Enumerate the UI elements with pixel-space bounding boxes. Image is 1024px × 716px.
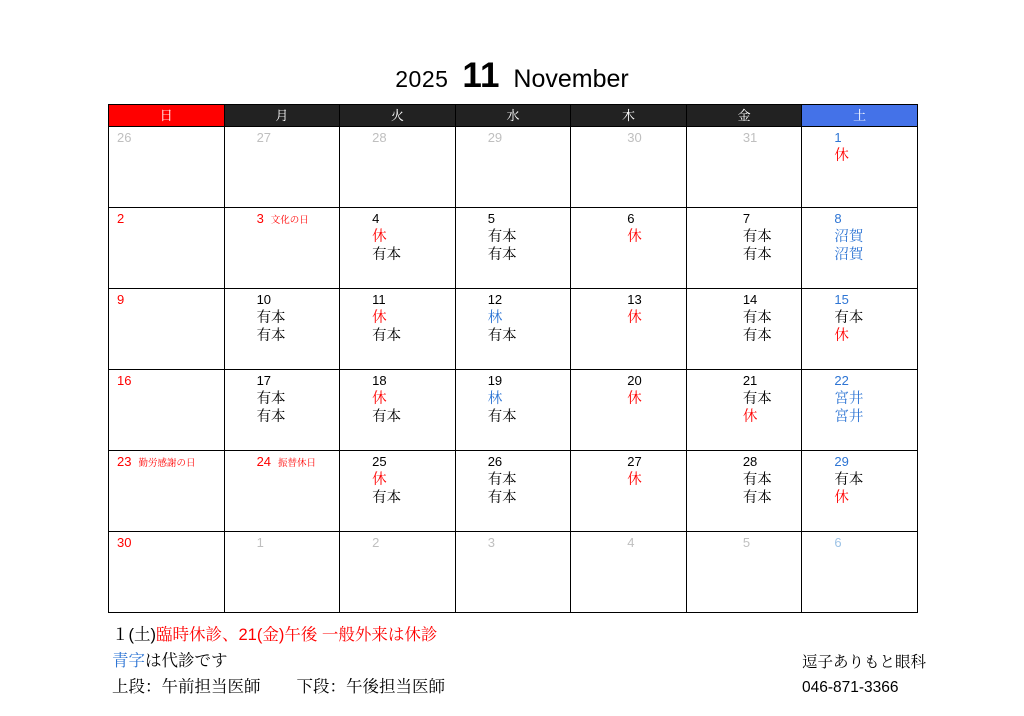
day-number: 8 xyxy=(834,211,842,226)
day-number: 14 xyxy=(742,292,758,307)
day-number-line xyxy=(810,130,911,147)
day-number: 30 xyxy=(117,535,132,550)
calendar-day-cell[interactable] xyxy=(571,370,687,451)
day-number-line xyxy=(464,535,565,552)
day-number: 10 xyxy=(256,292,272,307)
day-number-line xyxy=(810,454,911,471)
calendar-day-cell[interactable] xyxy=(224,208,340,289)
day-entry: 宮井 xyxy=(834,391,864,407)
calendar-day-cell[interactable] xyxy=(109,451,225,532)
day-number-line xyxy=(348,535,449,552)
day-entry: 有本 xyxy=(742,247,772,263)
day-cell-content xyxy=(571,127,686,207)
day-number-line xyxy=(117,211,218,228)
day-number: 5 xyxy=(487,211,495,226)
day-cell-content xyxy=(225,289,340,369)
calendar-day-cell[interactable] xyxy=(455,370,571,451)
day-cell-content xyxy=(571,289,686,369)
day-cell-content xyxy=(456,532,571,612)
day-number: 28 xyxy=(742,454,758,469)
day-number: 3 xyxy=(487,535,495,550)
day-entry: 休 xyxy=(834,328,849,344)
day-number-line xyxy=(810,373,911,390)
day-number: 15 xyxy=(834,292,849,307)
day-number: 1 xyxy=(834,130,842,145)
note1-part3: 一般外来は休診 xyxy=(317,626,438,644)
day-entry: 有本 xyxy=(742,310,772,326)
day-entry: 有本 xyxy=(487,472,517,488)
holiday-label: 勤労感謝の日 xyxy=(138,458,196,469)
day-entry: 休 xyxy=(627,229,642,245)
day-entry: 休 xyxy=(627,391,642,407)
day-number-line xyxy=(695,454,796,471)
day-number-line xyxy=(464,211,565,228)
day-entry: 有本 xyxy=(487,409,517,425)
calendar-table xyxy=(108,104,918,613)
day-number-line xyxy=(579,373,680,390)
calendar-day-cell[interactable] xyxy=(340,532,456,613)
clinic-phone: 046-871-3366 xyxy=(801,679,899,696)
day-entry: 休 xyxy=(372,472,387,488)
day-number-line xyxy=(464,373,565,390)
day-number: 24 xyxy=(256,454,272,469)
calendar-day-cell[interactable] xyxy=(571,127,687,208)
day-number: 20 xyxy=(627,373,642,388)
day-cell-content xyxy=(802,289,917,369)
day-number-line xyxy=(233,130,334,147)
day-number-line xyxy=(464,292,565,309)
day-entry: 有本 xyxy=(742,328,772,344)
note1-part1: １(土) xyxy=(112,626,156,644)
day-entry: 有本 xyxy=(256,409,286,425)
day-cell-content xyxy=(340,532,455,612)
day-number-line xyxy=(348,130,449,147)
title-year: 2025 xyxy=(395,66,449,92)
day-cell-content xyxy=(687,451,802,531)
day-entry: 有本 xyxy=(834,472,864,488)
calendar-day-cell[interactable] xyxy=(686,451,802,532)
day-number: 2 xyxy=(372,535,380,550)
day-number-line xyxy=(117,454,218,471)
calendar-week-row xyxy=(109,289,918,370)
calendar-week-row xyxy=(109,370,918,451)
calendar-week-row xyxy=(109,127,918,208)
day-number-line xyxy=(233,454,334,471)
day-number-line xyxy=(233,373,334,390)
day-number: 27 xyxy=(256,130,272,145)
day-entry: 休 xyxy=(372,391,387,407)
calendar-day-cell[interactable] xyxy=(224,289,340,370)
weekday-header-sat: 土 xyxy=(802,105,918,127)
day-cell-content xyxy=(456,289,571,369)
note-line-2 xyxy=(112,648,445,674)
day-number-line xyxy=(464,130,565,147)
calendar-day-cell[interactable] xyxy=(686,532,802,613)
weekday-header-thu: 木 xyxy=(571,105,687,127)
day-cell-content xyxy=(340,451,455,531)
calendar-day-cell[interactable] xyxy=(224,451,340,532)
day-entry: 有本 xyxy=(834,310,864,326)
day-number-line xyxy=(233,292,334,309)
day-number: 4 xyxy=(627,535,635,550)
day-entry: 林 xyxy=(487,310,503,326)
calendar-day-cell[interactable] xyxy=(686,289,802,370)
day-cell-content xyxy=(571,532,686,612)
day-number: 21 xyxy=(742,373,758,388)
day-cell-content xyxy=(109,127,224,207)
day-entry: 有本 xyxy=(487,328,517,344)
day-entry: 休 xyxy=(627,310,642,326)
day-cell-content xyxy=(225,451,340,531)
calendar-day-cell[interactable] xyxy=(340,208,456,289)
note2-part2: は代診です xyxy=(145,652,228,670)
day-cell-content xyxy=(456,208,571,288)
day-number: 6 xyxy=(627,211,635,226)
day-cell-content xyxy=(687,532,802,612)
day-entry: 休 xyxy=(372,310,387,326)
day-cell-content xyxy=(340,370,455,450)
day-number-line xyxy=(233,211,334,228)
day-entry: 有本 xyxy=(372,328,402,344)
day-number: 26 xyxy=(487,454,503,469)
clinic-name: 逗子ありもと眼科 xyxy=(801,654,926,671)
calendar-week-row xyxy=(109,208,918,289)
day-cell-content xyxy=(456,370,571,450)
day-cell-content xyxy=(340,127,455,207)
day-cell-content xyxy=(109,370,224,450)
day-entry: 有本 xyxy=(256,328,286,344)
calendar-day-cell[interactable] xyxy=(802,208,918,289)
calendar-day-cell[interactable] xyxy=(224,127,340,208)
day-number: 6 xyxy=(834,535,842,550)
day-entry: 有本 xyxy=(372,247,402,263)
day-entry: 有本 xyxy=(742,490,772,506)
day-cell-content xyxy=(109,289,224,369)
day-entry: 沼賀 xyxy=(834,229,864,245)
day-number-line xyxy=(695,130,796,147)
day-number-line xyxy=(117,535,218,552)
calendar-day-cell[interactable] xyxy=(571,289,687,370)
calendar-day-cell[interactable] xyxy=(455,127,571,208)
day-cell-content xyxy=(225,532,340,612)
day-cell-content xyxy=(802,208,917,288)
day-cell-content xyxy=(802,127,917,207)
day-cell-content xyxy=(225,370,340,450)
note3-part1: 上段：午前担当医師 xyxy=(112,678,261,696)
day-number: 27 xyxy=(627,454,642,469)
day-entry: 休 xyxy=(742,409,758,425)
calendar-day-cell[interactable] xyxy=(109,289,225,370)
day-entry: 有本 xyxy=(742,472,772,488)
day-cell-content xyxy=(109,451,224,531)
calendar-day-cell[interactable] xyxy=(340,451,456,532)
calendar-day-cell[interactable] xyxy=(802,289,918,370)
calendar-day-cell[interactable] xyxy=(224,532,340,613)
day-cell-content xyxy=(225,127,340,207)
day-number: 29 xyxy=(834,454,849,469)
day-number: 18 xyxy=(372,373,387,388)
calendar-day-cell[interactable] xyxy=(109,208,225,289)
day-number: 1 xyxy=(256,535,264,550)
day-number-line xyxy=(579,211,680,228)
title-month-name: November xyxy=(513,65,629,93)
footer-notes xyxy=(112,622,445,700)
day-number-line xyxy=(348,292,449,309)
day-entry: 有本 xyxy=(256,391,286,407)
calendar-day-cell[interactable] xyxy=(802,532,918,613)
calendar-day-cell[interactable] xyxy=(455,208,571,289)
note2-part1: 青字 xyxy=(112,652,145,670)
day-number-line xyxy=(810,292,911,309)
holiday-label: 文化の日 xyxy=(270,215,309,226)
day-number: 16 xyxy=(117,373,132,388)
day-number: 29 xyxy=(487,130,503,145)
day-number-line xyxy=(579,535,680,552)
day-cell-content xyxy=(687,370,802,450)
day-number-line xyxy=(233,535,334,552)
day-cell-content xyxy=(571,451,686,531)
day-cell-content xyxy=(571,370,686,450)
day-number-line xyxy=(117,373,218,390)
clinic-info xyxy=(802,650,926,700)
day-number: 25 xyxy=(372,454,387,469)
day-entry: 有本 xyxy=(487,229,517,245)
calendar-day-cell[interactable] xyxy=(109,370,225,451)
day-number: 7 xyxy=(742,211,751,226)
weekday-header-tue: 火 xyxy=(340,105,456,127)
day-entry: 有本 xyxy=(742,391,772,407)
day-number: 2 xyxy=(117,211,125,226)
day-cell-content xyxy=(109,208,224,288)
day-number-line xyxy=(117,130,218,147)
calendar-day-cell[interactable] xyxy=(802,370,918,451)
calendar-day-cell[interactable] xyxy=(109,127,225,208)
day-cell-content xyxy=(687,127,802,207)
weekday-header-wed: 水 xyxy=(455,105,571,127)
day-number: 5 xyxy=(742,535,751,550)
day-cell-content xyxy=(802,532,917,612)
calendar-day-cell[interactable] xyxy=(686,208,802,289)
day-number: 30 xyxy=(627,130,642,145)
calendar-day-cell[interactable] xyxy=(109,532,225,613)
day-entry: 有本 xyxy=(487,490,517,506)
day-cell-content xyxy=(456,451,571,531)
calendar-title xyxy=(0,58,1024,94)
calendar-day-cell[interactable] xyxy=(340,370,456,451)
calendar-day-cell[interactable] xyxy=(224,370,340,451)
day-number: 9 xyxy=(117,292,125,307)
day-cell-content xyxy=(687,289,802,369)
calendar-day-cell[interactable] xyxy=(686,370,802,451)
day-number: 4 xyxy=(372,211,380,226)
day-number-line xyxy=(579,292,680,309)
calendar-header-row xyxy=(109,105,918,127)
title-month-number: 11 xyxy=(462,56,500,95)
calendar-day-cell[interactable] xyxy=(571,208,687,289)
day-number: 12 xyxy=(487,292,503,307)
calendar-week-row xyxy=(109,532,918,613)
day-number-line xyxy=(695,373,796,390)
calendar-week-row xyxy=(109,451,918,532)
day-entry: 有本 xyxy=(372,490,402,506)
day-cell-content xyxy=(802,370,917,450)
day-number: 28 xyxy=(372,130,387,145)
day-cell-content xyxy=(687,208,802,288)
day-number: 23 xyxy=(117,454,132,469)
weekday-header-mon: 月 xyxy=(224,105,340,127)
note1-part2: 臨時休診、21(金)午後 xyxy=(156,626,318,644)
calendar-day-cell[interactable] xyxy=(455,451,571,532)
day-entry: 林 xyxy=(487,391,503,407)
day-number-line xyxy=(348,454,449,471)
day-entry: 有本 xyxy=(742,229,772,245)
day-number-line xyxy=(579,130,680,147)
day-entry: 休 xyxy=(372,229,387,245)
calendar-day-cell[interactable] xyxy=(340,289,456,370)
calendar-body xyxy=(109,127,918,613)
day-number: 11 xyxy=(372,292,386,307)
day-number-line xyxy=(579,454,680,471)
day-entry: 休 xyxy=(834,490,849,506)
day-cell-content xyxy=(340,289,455,369)
day-number: 13 xyxy=(627,292,642,307)
day-entry: 有本 xyxy=(256,310,286,326)
day-cell-content xyxy=(109,532,224,612)
calendar-day-cell[interactable] xyxy=(802,127,918,208)
day-number: 31 xyxy=(742,130,758,145)
day-number: 17 xyxy=(256,373,272,388)
day-number-line xyxy=(695,211,796,228)
calendar-day-cell[interactable] xyxy=(686,127,802,208)
day-entry: 沼賀 xyxy=(834,247,864,263)
day-entry: 有本 xyxy=(487,247,517,263)
day-number-line xyxy=(695,535,796,552)
day-entry: 宮井 xyxy=(834,409,864,425)
weekday-header-fri: 金 xyxy=(686,105,802,127)
day-entry: 有本 xyxy=(372,409,402,425)
day-number: 19 xyxy=(487,373,503,388)
calendar-day-cell[interactable] xyxy=(340,127,456,208)
calendar-day-cell[interactable] xyxy=(455,532,571,613)
day-entry: 休 xyxy=(834,148,849,164)
day-number-line xyxy=(695,292,796,309)
calendar-day-cell[interactable] xyxy=(802,451,918,532)
day-number-line xyxy=(348,211,449,228)
day-number-line xyxy=(464,454,565,471)
day-number-line xyxy=(810,535,911,552)
calendar-day-cell[interactable] xyxy=(571,451,687,532)
note3-part2: 下段：午後担当医師 xyxy=(296,678,445,696)
day-number: 3 xyxy=(256,211,264,226)
weekday-header-sun: 日 xyxy=(109,105,225,127)
calendar-day-cell[interactable] xyxy=(571,532,687,613)
day-number-line xyxy=(117,292,218,309)
calendar-day-cell[interactable] xyxy=(455,289,571,370)
day-cell-content xyxy=(225,208,340,288)
day-cell-content xyxy=(571,208,686,288)
note-line-1 xyxy=(112,622,445,648)
day-number: 26 xyxy=(117,130,132,145)
day-number-line xyxy=(810,211,911,228)
day-cell-content xyxy=(802,451,917,531)
note-line-3 xyxy=(112,674,445,700)
day-cell-content xyxy=(456,127,571,207)
day-cell-content xyxy=(340,208,455,288)
day-entry: 休 xyxy=(627,472,642,488)
day-number: 22 xyxy=(834,373,849,388)
holiday-label: 振替休日 xyxy=(278,458,317,469)
day-number-line xyxy=(348,373,449,390)
